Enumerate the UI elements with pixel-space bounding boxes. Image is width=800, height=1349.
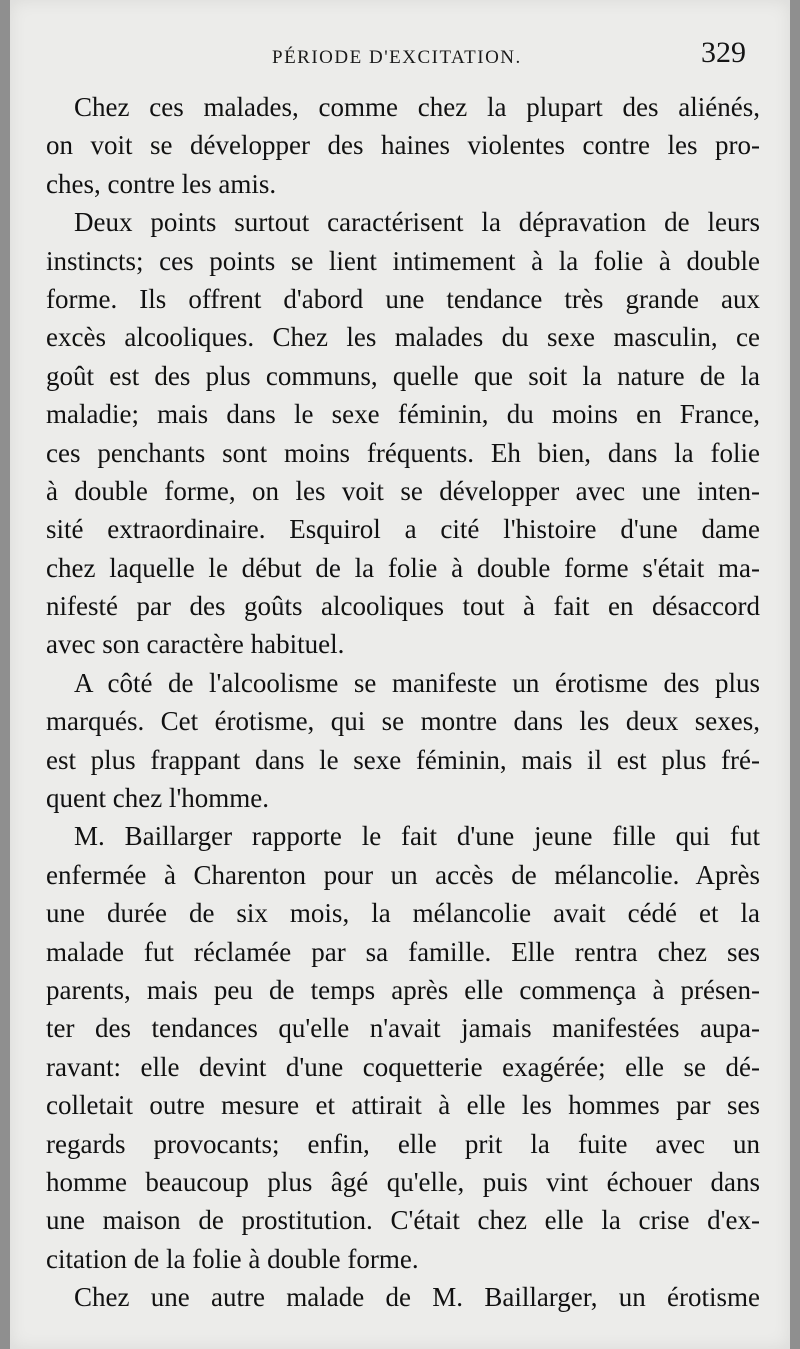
running-title: PÉRIODE D'EXCITATION. bbox=[272, 47, 522, 68]
text-line: parents, mais peu de temps après elle commença à présen- bbox=[46, 974, 760, 1005]
book-page bbox=[10, 0, 790, 1349]
text-line: M. Baillarger rapporte le fait d'une jeune fille qui fut bbox=[74, 821, 760, 852]
text-line: ces penchants sont moins fréquents. Eh bien, dans la folie bbox=[46, 437, 760, 468]
text-line: instincts; ces points se lient intimement à la folie à double bbox=[46, 245, 760, 276]
text-line: ches, contre les amis. bbox=[46, 168, 277, 199]
text-line: regards provocants; enfin, elle prit la fuite avec un bbox=[46, 1128, 760, 1159]
text-line: maladie; mais dans le sexe féminin, du moins en France, bbox=[46, 399, 760, 430]
text-line: avec son caractère habituel. bbox=[46, 629, 345, 660]
text-line: Chez ces malades, comme chez la plupart des aliénés, bbox=[74, 92, 760, 122]
text-line: une maison de prostitution. C'était chez elle la crise d'ex- bbox=[46, 1205, 760, 1236]
page-header bbox=[10, 36, 790, 76]
text-line: sité extraordinaire. Esquirol a cité l'histoire d'une dame bbox=[46, 514, 760, 545]
text-line: on voit se développer des haines violentes contre les pro- bbox=[46, 130, 760, 161]
text-line: marqués. Cet érotisme, qui se montre dans les deux sexes, bbox=[46, 706, 760, 737]
text-line: Deux points surtout caractérisent la dépravation de leurs bbox=[74, 207, 760, 238]
text-line: ter des tendances qu'elle n'avait jamais manifestées aupa- bbox=[46, 1013, 760, 1044]
text-line: enfermée à Charenton pour un accès de mélancolie. Après bbox=[46, 859, 760, 890]
text-line: une durée de six mois, la mélancolie avait cédé et la bbox=[46, 898, 760, 929]
text-line: est plus frappant dans le sexe féminin, mais il est plus fré- bbox=[46, 744, 760, 775]
text-line: nifesté par des goûts alcooliques tout à fait en désaccord bbox=[46, 591, 760, 622]
text-line: malade fut réclamée par sa famille. Elle rentra chez ses bbox=[46, 936, 760, 967]
text-line: Chez une autre malade de M. Baillarger, un érotisme bbox=[74, 1282, 760, 1313]
text-line: homme beaucoup plus âgé qu'elle, puis vint échouer dans bbox=[46, 1166, 760, 1197]
text-line: goût est des plus communs, quelle que soit la nature de la bbox=[46, 360, 760, 391]
text-line: quent chez l'homme. bbox=[46, 783, 270, 814]
text-line: excès alcooliques. Chez les malades du sexe masculin, ce bbox=[46, 322, 760, 353]
text-line: ravant: elle devint d'une coquetterie exagérée; elle se dé- bbox=[46, 1051, 760, 1082]
text-line: forme. Ils offrent d'abord une tendance très grande aux bbox=[46, 283, 760, 314]
body-text bbox=[46, 88, 760, 1317]
text-line: à double forme, on les voit se développer avec une inten- bbox=[46, 475, 760, 506]
text-line: citation de la folie à double forme. bbox=[46, 1243, 419, 1274]
text-line: A côté de l'alcoolisme se manifeste un érotisme des plus bbox=[74, 667, 760, 698]
text-line: colletait outre mesure et attirait à elle les hommes par ses bbox=[46, 1090, 760, 1121]
text-line: chez laquelle le début de la folie à double forme s'était ma- bbox=[46, 552, 760, 583]
page-number: 329 bbox=[701, 36, 746, 69]
